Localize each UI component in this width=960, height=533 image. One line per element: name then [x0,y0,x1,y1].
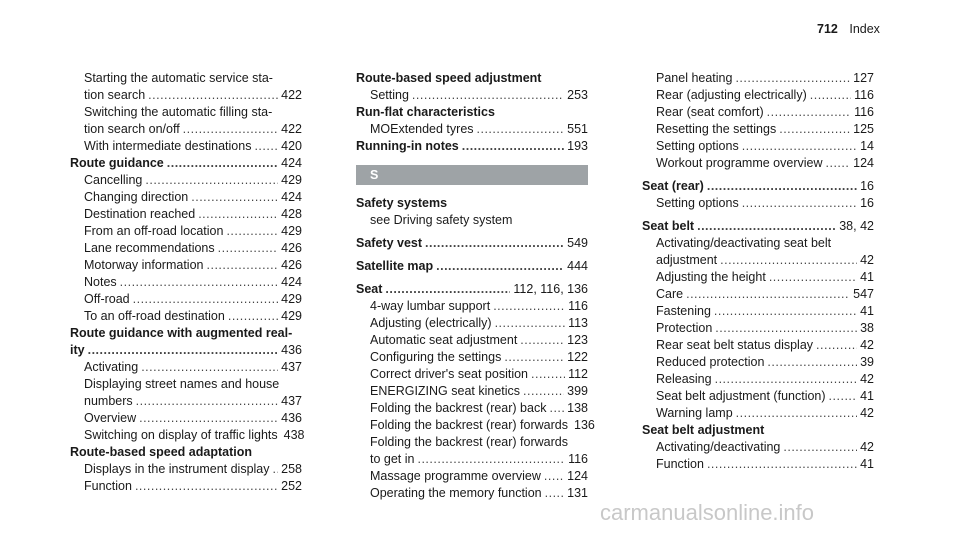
dot-leader [779,121,850,138]
page-reference[interactable]: 116 [854,105,874,119]
page-reference[interactable]: 16 [860,196,874,210]
index-subentry[interactable] [642,388,874,405]
index-subentry[interactable] [356,451,588,468]
index-subentry[interactable] [356,121,588,138]
page-reference[interactable]: 112, 116, 136 [513,282,588,296]
dot-leader [417,451,565,468]
page-reference[interactable]: 42 [860,372,874,386]
index-subentry[interactable] [356,315,588,332]
index-subentry[interactable] [356,400,588,417]
index-entry [356,70,588,87]
dot-leader [816,337,857,354]
dot-leader [273,461,279,478]
dot-leader [715,371,858,388]
dot-leader [133,291,279,308]
dot-leader [720,252,857,269]
page-reference[interactable]: 424 [281,156,302,170]
entry-text: ity [70,343,85,357]
page-reference[interactable]: 41 [860,389,874,403]
entry-text: adjustment [656,253,718,267]
entry-text: Function [84,479,132,493]
entry-text: Activating/deactivating [656,440,781,454]
dot-leader [477,121,565,138]
index-subentry[interactable] [642,456,874,473]
entry-text: Setting options [656,196,739,210]
entry-text: Rear (seat comfort) [656,105,764,119]
page-reference[interactable]: 253 [567,88,588,102]
dot-leader [531,366,565,383]
page-reference[interactable]: 112 [568,367,588,381]
page-reference[interactable]: 424 [281,190,302,204]
entry-text: Massage programme overview [370,469,541,483]
entry-text: to get in [370,452,415,466]
entry-text: MOExtended tyres [370,122,474,136]
index-entry[interactable] [642,178,874,195]
index-subentry[interactable] [642,439,874,456]
index-subentry[interactable] [642,121,874,138]
entry-text: Warning lamp [656,406,733,420]
dot-leader [714,303,857,320]
page-reference[interactable]: 42 [860,406,874,420]
index-entry [642,422,874,439]
dot-leader [167,155,278,172]
page-reference[interactable]: 131 [567,486,588,500]
dot-leader [207,257,279,274]
page-reference[interactable]: 547 [853,287,874,301]
page-reference[interactable]: 428 [281,207,302,221]
entry-text: Folding the backrest (rear) back [370,401,547,415]
dot-leader [141,359,278,376]
entry-text: Switching on display of traffic lights [84,428,278,442]
page-reference[interactable]: 444 [567,259,588,273]
index-subentry[interactable] [642,138,874,155]
page-reference[interactable]: 436 [281,343,302,357]
index-entry[interactable] [70,155,302,172]
watermark-text: carmanualsonline.info [600,500,815,525]
entry-text: numbers [84,394,133,408]
page-reference[interactable]: 42 [860,440,874,454]
dot-leader [767,354,857,371]
entry-text: With intermediate destinations [84,139,252,153]
page-reference[interactable]: 258 [281,462,302,476]
index-entry [70,444,302,461]
dot-leader [783,439,857,456]
entry-text: Route guidance with augmented real- [70,326,293,340]
entry-text: Motorway information [84,258,204,272]
entry-text: Adjusting (electrically) [370,316,492,330]
page-reference[interactable]: 549 [567,236,588,250]
index-subentry [356,212,588,229]
dot-leader [145,172,278,189]
page-reference[interactable]: 41 [860,270,874,284]
dot-leader [715,320,857,337]
entry-text: Changing direction [84,190,189,204]
index-subentry[interactable] [642,405,874,422]
entry-text: Notes [84,275,117,289]
page-reference[interactable]: 422 [281,122,302,136]
dot-leader [120,274,278,291]
index-entry[interactable] [356,138,588,155]
index-subentry[interactable] [642,286,874,303]
page-reference[interactable]: 420 [281,139,302,153]
entry-text: Fastening [656,304,711,318]
dot-leader [191,189,278,206]
index-subentry [70,376,302,393]
page-reference[interactable]: 193 [567,139,588,153]
index-subentry[interactable] [70,257,302,274]
page-reference[interactable]: 42 [860,338,874,352]
entry-text: Starting the automatic service sta- [84,71,273,85]
dot-leader [767,104,851,121]
index-subentry[interactable] [70,240,302,257]
entry-text: Satellite map [356,259,434,273]
dot-leader [425,235,564,252]
entry-text: Displaying street names and house [84,377,280,391]
page-reference[interactable]: 136 [574,418,595,432]
index-subentry[interactable] [356,366,588,383]
dot-leader [520,332,564,349]
entry-text: Automatic seat adjustment [370,333,518,347]
index-subentry[interactable] [70,478,302,495]
entry-text: Rear seat belt status display [656,338,814,352]
index-subentry[interactable] [70,172,302,189]
entry-text: Displays in the instrument display [84,462,270,476]
dot-leader [436,258,564,275]
page-reference[interactable]: 399 [567,384,588,398]
dot-leader [88,342,279,359]
dot-leader [810,87,851,104]
index-subentry[interactable] [70,410,302,427]
index-subentry[interactable] [70,121,302,138]
index-subentry[interactable] [356,468,588,485]
index-subentry[interactable] [642,252,874,269]
section-letter-heading: S [356,165,588,185]
entry-text: Setting options [656,139,739,153]
entry-text: Lane recommendations [84,241,215,255]
entry-text: Panel heating [656,71,733,85]
page-reference[interactable]: 426 [281,258,302,272]
index-subentry[interactable] [356,332,588,349]
entry-text: Activating [84,360,139,374]
entry-text: Adjusting the height [656,270,766,284]
dot-leader [218,240,279,257]
entry-text: Care [656,287,684,301]
entry-text: Destination reached [84,207,196,221]
index-subentry[interactable] [356,349,588,366]
page-section-title: Index [849,22,880,36]
dot-leader [228,308,278,325]
page-reference[interactable]: 429 [281,309,302,323]
entry-text: Protection [656,321,713,335]
entry-text: Cancelling [84,173,143,187]
index-subentry[interactable] [70,189,302,206]
entry-text: tion search on/off [84,122,180,136]
index-subentry[interactable] [642,337,874,354]
entry-text: Overview [84,411,137,425]
dot-leader [183,121,278,138]
index-subentry [642,235,874,252]
page-reference[interactable]: 14 [860,139,874,153]
index-subentry[interactable] [70,461,302,478]
entry-text: Correct driver's seat position [370,367,529,381]
dot-leader [829,388,858,405]
index-subentry[interactable] [642,70,874,87]
index-entry[interactable] [642,218,874,235]
entry-text: ENERGIZING seat kinetics [370,384,521,398]
index-subentry[interactable] [70,223,302,240]
page-reference[interactable]: 252 [281,479,302,493]
page-number: 712 [817,22,838,36]
page-reference[interactable]: 424 [281,275,302,289]
entry-text: Safety vest [356,236,423,250]
index-entry[interactable] [70,342,302,359]
entry-text: 4-way lumbar support [370,299,491,313]
entry-text: Operating the memory function [370,486,542,500]
dot-leader [544,468,564,485]
dot-leader [735,70,850,87]
entry-text: Folding the backrest (rear) forwards [370,418,568,432]
page-reference[interactable]: 422 [281,88,302,102]
index-entry [356,195,588,212]
entry-text: Seat (rear) [642,179,704,193]
entry-text: Seat belt adjustment [642,423,765,437]
index-subentry[interactable] [356,485,588,502]
index-subentry[interactable] [70,274,302,291]
index-subentry[interactable] [642,195,874,212]
page-reference[interactable]: 426 [281,241,302,255]
page-reference[interactable]: 116 [568,452,588,466]
entry-text: To an off-road destination [84,309,225,323]
page-reference[interactable]: 116 [854,88,874,102]
dot-leader [136,393,279,410]
entry-text: Seat belt [642,219,695,233]
index-subentry[interactable] [356,298,588,315]
entry-text: Resetting the settings [656,122,777,136]
index-subentry[interactable] [356,417,595,434]
page-reference[interactable]: 39 [860,355,874,369]
index-entry [70,325,302,342]
page-reference[interactable]: 438 [283,428,305,442]
entry-text: Seat [356,282,383,296]
page-reference[interactable]: 127 [853,71,874,85]
dot-leader [462,138,564,155]
dot-leader [545,485,565,502]
index-subentry [356,434,588,451]
dot-leader [697,218,836,235]
index-subentry[interactable] [70,359,302,376]
index-entry[interactable] [356,235,588,252]
index-subentry[interactable] [356,383,588,400]
entry-text: Seat belt adjustment (function) [656,389,826,403]
page-reference[interactable]: 125 [853,122,874,136]
entry-text: Configuring the settings [370,350,502,364]
index-subentry[interactable] [70,138,302,155]
page-reference[interactable]: 551 [567,122,588,136]
page-reference[interactable]: 429 [281,292,302,306]
dot-leader [493,298,565,315]
entry-text: Route-based speed adjustment [356,71,542,85]
dot-leader [736,405,857,422]
index-subentry[interactable] [642,320,874,337]
index-subentry [70,70,302,87]
dot-leader [226,223,278,240]
page-reference[interactable]: 41 [860,457,874,471]
entry-text: From an off-road location [84,224,224,238]
index-subentry[interactable] [642,354,874,371]
page-reference[interactable]: 437 [281,360,302,374]
page-reference[interactable]: 41 [860,304,874,318]
entry-text: Workout programme overview [656,156,823,170]
index-column-3 [642,70,874,473]
index-subentry[interactable] [70,206,302,223]
entry-text: Releasing [656,372,712,386]
page-reference[interactable]: 38, 42 [839,219,874,233]
index-subentry[interactable] [642,269,874,286]
page-reference[interactable]: 138 [567,401,588,415]
page-reference[interactable]: 122 [567,350,588,364]
page-reference[interactable]: 436 [281,411,302,425]
entry-text: Switching the automatic filling sta- [84,105,273,119]
dot-leader [135,478,278,495]
dot-leader [826,155,851,172]
dot-leader [707,456,857,473]
dot-leader [139,410,278,427]
index-subentry[interactable] [70,87,302,104]
index-entry [356,104,588,121]
page-reference[interactable]: 429 [281,224,302,238]
page-reference[interactable]: 16 [860,179,874,193]
dot-leader [707,178,857,195]
dot-leader [198,206,278,223]
dot-leader [412,87,564,104]
entry-text: Activating/deactivating seat belt [656,236,832,250]
index-column-1 [70,70,305,495]
entry-text: Route guidance [70,156,164,170]
index-subentry[interactable] [642,155,874,172]
index-subentry[interactable] [70,427,305,444]
index-subentry[interactable] [70,393,302,410]
page-reference[interactable]: 124 [567,469,588,483]
page-reference[interactable]: 116 [568,299,588,313]
page-reference[interactable]: 113 [568,316,588,330]
dot-leader [495,315,565,332]
page-header [817,22,880,36]
dot-leader [523,383,564,400]
entry-text: Run-flat characteristics [356,105,495,119]
page-reference[interactable]: 38 [860,321,874,335]
dot-leader [549,400,564,417]
index-subentry[interactable] [70,291,302,308]
entry-text: tion search [84,88,146,102]
dot-leader [742,195,857,212]
page-reference[interactable]: 124 [853,156,874,170]
entry-text: Route-based speed adaptation [70,445,252,459]
entry-text: Running-in notes [356,139,459,153]
index-subentry[interactable] [356,87,588,104]
entry-text: Off-road [84,292,130,306]
index-subentry [70,104,302,121]
dot-leader [254,138,278,155]
index-entry[interactable] [356,281,588,298]
entry-text: Folding the backrest (rear) forwards [370,435,568,449]
index-subentry[interactable] [642,303,874,320]
index-subentry[interactable] [642,104,874,121]
index-entry[interactable] [356,258,588,275]
page-reference[interactable]: 123 [567,333,588,347]
page-reference[interactable]: 437 [281,394,302,408]
dot-leader [742,138,857,155]
dot-leader [385,281,510,298]
page-reference[interactable]: 429 [281,173,302,187]
dot-leader [769,269,857,286]
index-column-2 [356,70,595,502]
dot-leader [504,349,564,366]
index-subentry[interactable] [70,308,302,325]
entry-text: Rear (adjusting electrically) [656,88,807,102]
page-reference[interactable]: 42 [860,253,874,267]
entry-text: Reduced protection [656,355,765,369]
entry-text: Safety systems [356,196,448,210]
dot-leader [686,286,850,303]
entry-text: Function [656,457,704,471]
index-subentry[interactable] [642,371,874,388]
entry-text: see Driving safety system [370,213,513,227]
index-subentry[interactable] [642,87,874,104]
dot-leader [148,87,278,104]
entry-text: Setting [370,88,409,102]
